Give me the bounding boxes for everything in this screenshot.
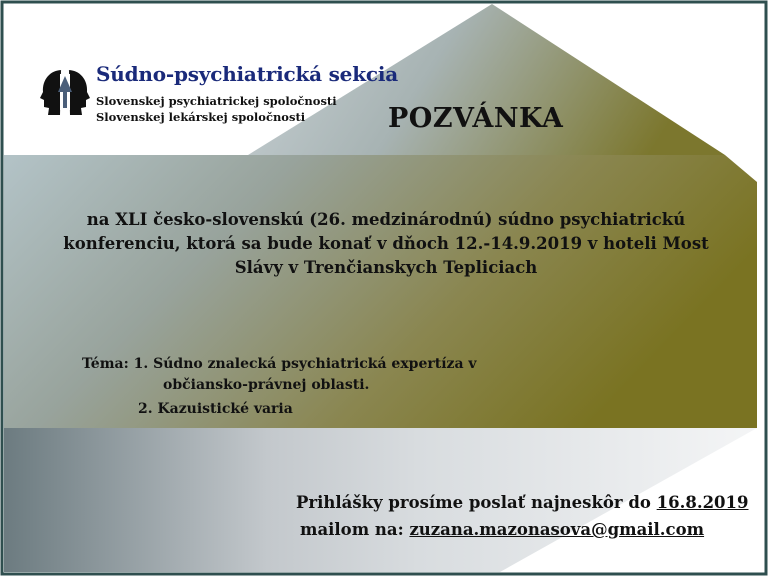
email-link[interactable]: zuzana.mazonasova@gmail.com <box>409 520 705 539</box>
registration-prefix: Prihlášky prosíme poslať najneskôr do <box>296 493 651 512</box>
registration-deadline-line <box>296 493 749 512</box>
topic-line-2: občiansko-právnej oblasti. <box>163 377 370 393</box>
registration-email-line <box>300 520 704 539</box>
main-band-shape <box>4 155 757 428</box>
registration-deadline: 16.8.2019 <box>656 493 749 512</box>
conference-description: na XLI česko-slovenskú (26. medzinárodnú) súdno psychiatrickú konferenciu, ktorá sa bude konať v dňoch 12.-14.9.2019 v hoteli Most Slávy v Trenčianskych Tepliciach <box>63 210 709 277</box>
org-subtitle-2: Slovenskej lekárskej spoločnosti <box>96 110 306 124</box>
topic-line-3: 2. Kazuistické varia <box>138 401 293 417</box>
email-prefix: mailom na: <box>300 520 404 539</box>
org-title: Súdno-psychiatrická sekcia <box>96 62 398 86</box>
topic-line-1: Téma: 1. Súdno znalecká psychiatrická expertíza v <box>82 356 477 372</box>
org-subtitle-1: Slovenskej psychiatrickej spoločnosti <box>96 94 337 108</box>
logo-heads-icon <box>40 70 90 115</box>
invitation-heading: POZVÁNKA <box>388 103 564 134</box>
